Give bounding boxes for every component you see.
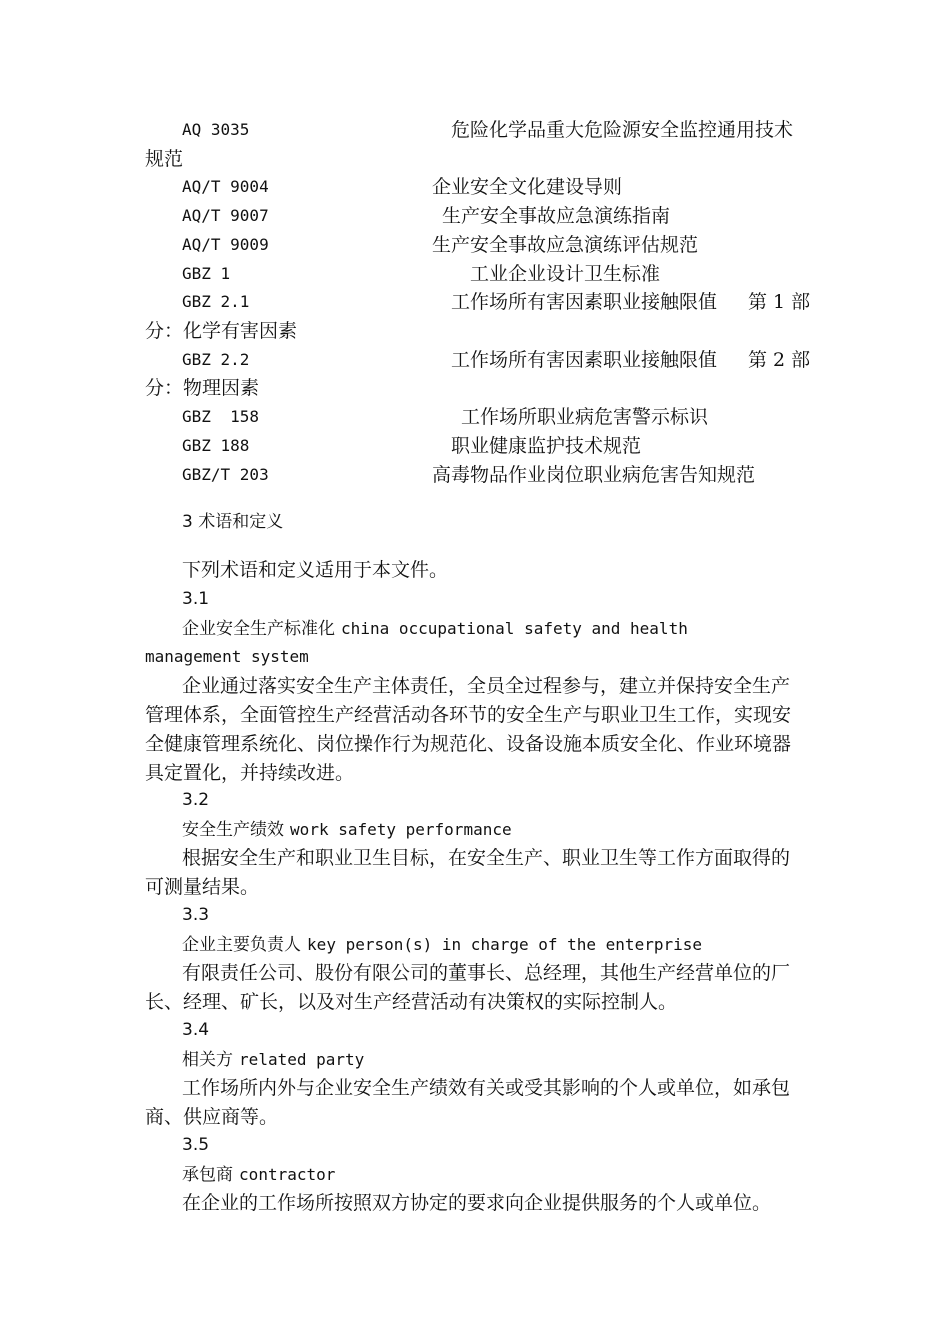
definition-line: 工作场所内外与企业安全生产绩效有关或受其影响的个人或单位，如承包 bbox=[182, 1077, 791, 1099]
term-heading bbox=[182, 1160, 335, 1189]
definition-line: 商、供应商等。 bbox=[145, 1106, 279, 1128]
definition-line: 可测量结果。 bbox=[145, 876, 260, 898]
ref-title: 企业安全文化建设导则 bbox=[432, 176, 623, 198]
ref-title: 危险化学品重大危险源安全监控通用技术 bbox=[451, 119, 794, 141]
term-number: 3.1 bbox=[182, 589, 210, 609]
ref-code: AQ 3035 bbox=[182, 120, 250, 139]
term-en: china occupational safety and health bbox=[341, 619, 688, 638]
definition-line: 有限责任公司、股份有限公司的董事长、总经理，其他生产经营单位的厂 bbox=[182, 962, 791, 984]
term-heading bbox=[182, 614, 688, 643]
ref-code: GBZ 2.2 bbox=[182, 350, 250, 369]
term-number: 3.5 bbox=[182, 1135, 210, 1155]
term-zh: 企业安全生产标准化 bbox=[182, 619, 335, 639]
ref-title: 工业企业设计卫生标准 bbox=[470, 263, 661, 285]
definition-line: 具定置化，并持续改进。 bbox=[145, 762, 355, 784]
ref-title: 工作场所职业病危害警示标识 bbox=[461, 406, 709, 428]
ref-code: GBZ 1 bbox=[182, 264, 231, 283]
ref-code: GBZ/T 203 bbox=[182, 465, 269, 484]
definition-line: 长、经理、矿长，以及对生产经营活动有决策权的实际控制人。 bbox=[145, 991, 678, 1013]
term-heading bbox=[182, 930, 702, 959]
ref-title: 工作场所有害因素职业接触限值 bbox=[451, 349, 718, 371]
term-number: 3.4 bbox=[182, 1020, 210, 1040]
term-heading bbox=[182, 1045, 364, 1074]
ref-title-cont: 分：化学有害因素 bbox=[145, 320, 298, 342]
ref-title: 生产安全事故应急演练指南 bbox=[442, 205, 671, 227]
term-zh: 相关方 bbox=[182, 1050, 233, 1070]
definition-line: 企业通过落实安全生产主体责任，全员全过程参与，建立并保持安全生产 bbox=[182, 675, 791, 697]
ref-part: 第 2 部 bbox=[748, 349, 811, 371]
term-zh: 安全生产绩效 bbox=[182, 820, 284, 840]
section-heading: 3 术语和定义 bbox=[182, 512, 284, 532]
ref-part: 第 1 部 bbox=[748, 291, 811, 313]
term-zh: 企业主要负责人 bbox=[182, 935, 301, 955]
ref-code: GBZ 188 bbox=[182, 436, 250, 455]
ref-title: 职业健康监护技术规范 bbox=[451, 435, 642, 457]
term-en: work safety performance bbox=[290, 820, 512, 839]
section-intro: 下列术语和定义适用于本文件。 bbox=[182, 559, 449, 581]
ref-title-cont: 分：物理因素 bbox=[145, 377, 260, 399]
ref-code: AQ/T 9007 bbox=[182, 206, 269, 225]
term-en: contractor bbox=[239, 1165, 336, 1184]
term-heading bbox=[182, 815, 512, 844]
ref-code: GBZ 158 bbox=[182, 407, 260, 426]
term-en-cont: management system bbox=[145, 647, 309, 666]
term-zh: 承包商 bbox=[182, 1165, 233, 1185]
term-en: related party bbox=[239, 1050, 365, 1069]
ref-code: GBZ 2.1 bbox=[182, 292, 250, 311]
ref-code: AQ/T 9009 bbox=[182, 235, 269, 254]
term-number: 3.3 bbox=[182, 905, 210, 925]
ref-code: AQ/T 9004 bbox=[182, 177, 269, 196]
definition-line: 全健康管理系统化、岗位操作行为规范化、设备设施本质安全化、作业环境器 bbox=[145, 733, 792, 755]
term-number: 3.2 bbox=[182, 790, 210, 810]
definition-line: 管理体系，全面管控生产经营活动各环节的安全生产与职业卫生工作，实现安 bbox=[145, 704, 792, 726]
ref-title: 工作场所有害因素职业接触限值 bbox=[451, 291, 718, 313]
definition-line: 在企业的工作场所按照双方协定的要求向企业提供服务的个人或单位。 bbox=[182, 1192, 772, 1214]
ref-title: 高毒物品作业岗位职业病危害告知规范 bbox=[432, 464, 756, 486]
term-en: key person(s) in charge of the enterprise bbox=[307, 935, 702, 954]
definition-line: 根据安全生产和职业卫生目标，在安全生产、职业卫生等工作方面取得的 bbox=[182, 847, 791, 869]
ref-title-cont: 规范 bbox=[145, 148, 184, 170]
ref-title: 生产安全事故应急演练评估规范 bbox=[432, 234, 699, 256]
